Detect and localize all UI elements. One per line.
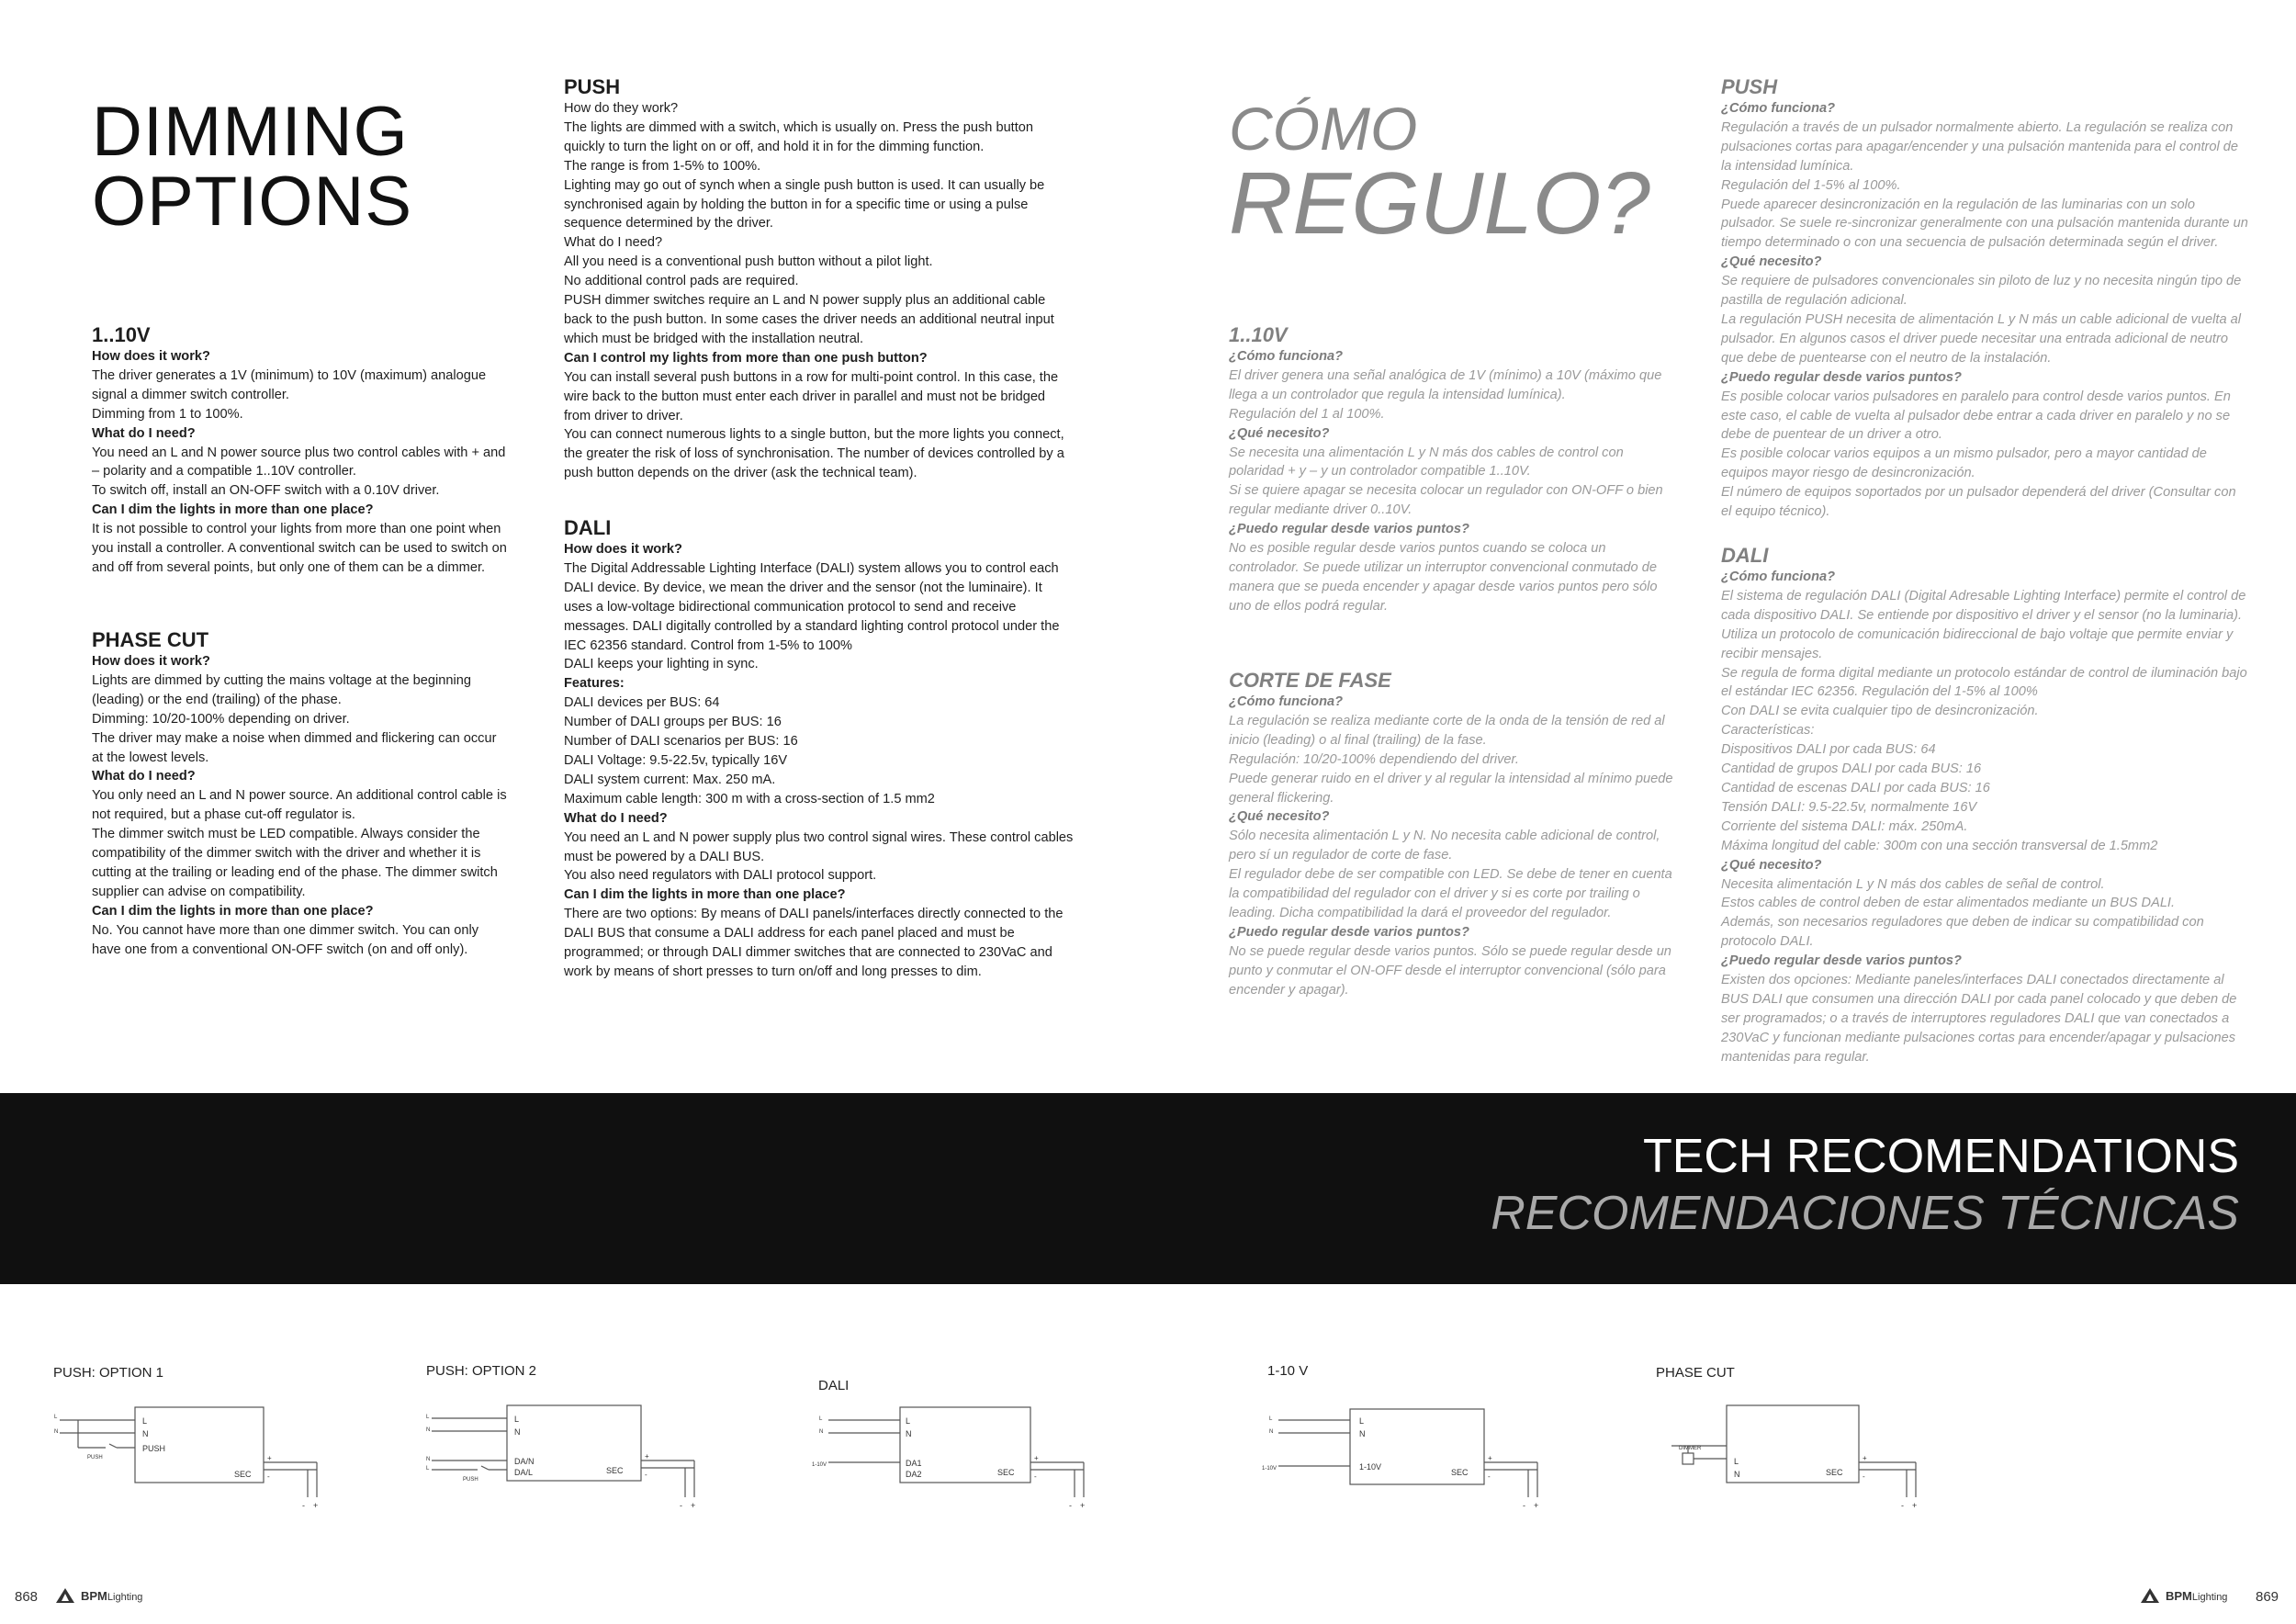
input-l: L (906, 1416, 911, 1426)
push-note: PUSH (87, 1455, 103, 1460)
body-line: Puede aparecer desincronización en la regulación de las luminarias con un solo pulsador. Se suele re-sincronizar generalmente con una pulsación mantenida durante un tiempo determinado o con una secuencia de pulsación determinada según el driver. (1721, 197, 2248, 251)
section-body (1721, 99, 2249, 522)
section-heading: DALI (564, 516, 612, 539)
tech-recommendations-banner (0, 1093, 2296, 1284)
body-line: Dimming: 10/20-100% depending on driver. (92, 711, 350, 727)
title-line-2: OPTIONS (92, 163, 413, 241)
side-1-10v: 1-10V (812, 1462, 827, 1468)
body-line: No additional control pads are required. (564, 274, 799, 289)
question-line: What do I need? (564, 810, 668, 826)
svg-text:-: - (302, 1501, 305, 1510)
section-body (1229, 347, 1679, 616)
page-title-es (1229, 95, 1650, 253)
section-phase-cut-es (1229, 669, 1679, 1000)
svg-text:-: - (1488, 1472, 1491, 1481)
title-line-1: DIMMING (92, 93, 409, 171)
body-line: To switch off, install an ON-OFF switch with a 0.10V driver. (92, 483, 440, 499)
brand-triangle-icon (55, 1587, 75, 1604)
svg-text:+: + (1912, 1501, 1918, 1510)
body-line: Se requiere de pulsadores convencionales sin piloto de luz y no necesita ningún tipo de pastilla de regulación adicional. (1721, 274, 2242, 309)
body-line: What do I need? (564, 235, 663, 251)
input-l: L (514, 1415, 520, 1424)
section-heading: CORTE DE FASE (1229, 669, 1391, 692)
wiring-diagram-1-10v (1258, 1396, 1561, 1516)
brand-name: BPM (81, 1588, 107, 1603)
input-n: N (1734, 1470, 1740, 1479)
svg-text:+: + (645, 1452, 649, 1460)
body-line: You need an L and N power source plus two control cables with + and – polarity and a compatible 1..10V controller. (92, 445, 506, 479)
svg-text:-: - (1523, 1501, 1525, 1510)
question-line: ¿Qué necesito? (1229, 809, 1330, 825)
body-line: You only need an L and N power source. An additional control cable is not required, but a phase cut-off regulator is. (92, 788, 507, 823)
body-line: Regulación: 10/20-100% dependiendo del driver. (1229, 751, 1519, 767)
input-l: L (142, 1416, 148, 1426)
body-line: Sólo necesita alimentación L y N. No necesita cable adicional de control, pero sí un regulador de corte de fase. (1229, 829, 1660, 863)
question-line: Can I control my lights from more than one push button? (564, 350, 928, 366)
body-line: Características: (1721, 723, 1815, 739)
body-line: No se puede regular desde varios puntos. Sólo se puede regular desde un punto y conmutar el ON-OFF desde el interruptor convencional (sólo para encender y apagar). (1229, 943, 1671, 998)
section-dali-es (1721, 544, 2249, 1067)
input-n: N (142, 1429, 149, 1438)
body-line: The Digital Addressable Lighting Interface (DALI) system allows you to control each DALI device. By device, we mean the driver and the sensor (not the luminaire). It uses a low-voltage bidirectional communication protocol to send and receive messages. DALI digitally controlled by a standard lighting control protocol under the IEC 62356 standard. Control from 1-5% to 100% (564, 560, 1060, 653)
input-da-n: DA/N (514, 1457, 535, 1466)
question-line: ¿Cómo funciona? (1721, 570, 1836, 584)
side-n: N (426, 1427, 431, 1433)
body-line: DALI devices per BUS: 64 (564, 695, 720, 711)
section-body (564, 540, 1074, 982)
question-line: ¿Cómo funciona? (1229, 694, 1344, 709)
section-body (92, 652, 510, 960)
body-line: Máxima longitud del cable: 300m con una sección transversal de 1.5mm2 (1721, 838, 2158, 853)
body-line: How do they work? (564, 101, 679, 116)
dimmer-label: DIMMER (1679, 1446, 1702, 1451)
body-line: No. You cannot have more than one dimmer switch. You can only have one from a conventional ON-OFF switch (on and off only). (92, 922, 479, 957)
side-1-10v: 1-10V (1262, 1466, 1277, 1472)
output-sec: SEC (234, 1470, 252, 1479)
body-line: Corriente del sistema DALI: máx. 250mA. (1721, 818, 1968, 834)
input-da-l: DA/L (514, 1468, 534, 1477)
title-es-line-2: REGULO? (1229, 154, 1650, 253)
question-line: ¿Cómo funciona? (1721, 101, 1836, 116)
section-push-es (1721, 75, 2249, 522)
brand-logo-left (55, 1587, 142, 1604)
brand-name: BPM (2166, 1588, 2192, 1603)
section-push-en (564, 75, 1074, 483)
page-title-en (92, 93, 413, 241)
side-l: L (819, 1416, 823, 1422)
page-number-right: 869 (2256, 1589, 2279, 1605)
svg-text:+: + (1034, 1454, 1039, 1462)
question-line: Can I dim the lights in more than one place? (92, 903, 374, 919)
wiring-diagram-push-option-1 (51, 1396, 354, 1516)
svg-text:-: - (1863, 1472, 1865, 1481)
body-line: Cantidad de grupos DALI por cada BUS: 16 (1721, 761, 1982, 777)
page-number-left: 868 (15, 1589, 39, 1605)
question-line: What do I need? (92, 425, 196, 441)
body-line: PUSH dimmer switches require an L and N power supply plus an additional cable back to the push button. In some cases the driver needs an additional neutral input which must be bridged with the installation neutral. (564, 293, 1054, 346)
svg-text:+: + (1863, 1454, 1867, 1462)
question-line: ¿Puedo regular desde varios puntos? (1721, 369, 1962, 385)
diagram-label-push-option-2: PUSH: OPTION 2 (426, 1363, 537, 1379)
wiring-diagram-dali (808, 1396, 1111, 1516)
input-da2: DA2 (906, 1470, 922, 1479)
body-line: Lighting may go out of synch when a single push button is used. It can usually be synchronised again by holding the button in for a specific time or using a pulse sequence determined by the driver. (564, 177, 1045, 231)
body-line: The range is from 1-5% to 100%. (564, 158, 761, 174)
question-line: What do I need? (92, 769, 196, 784)
side-l: L (54, 1415, 58, 1420)
diagram-label-phase-cut: PHASE CUT (1656, 1365, 1735, 1381)
section-heading: PUSH (564, 75, 621, 98)
body-line: Regulación del 1-5% al 100%. (1721, 177, 1901, 193)
input-l: L (1734, 1457, 1739, 1466)
section-body (92, 347, 510, 578)
body-line: Lights are dimmed by cutting the mains voltage at the beginning (leading) or the end (trailing) of the phase. (92, 672, 471, 707)
diagram-label-push-option-1: PUSH: OPTION 1 (53, 1365, 164, 1381)
body-line: Dimming from 1 to 100%. (92, 406, 243, 422)
body-line: Con DALI se evita cualquier tipo de desincronización. (1721, 704, 2039, 719)
svg-text:+: + (1488, 1454, 1492, 1462)
body-line: You need an L and N power supply plus two control signal wires. These control cables must be powered by a DALI BUS. (564, 829, 1074, 864)
body-line: Se necesita una alimentación L y N más dos cables de control con polaridad + y – y un controlador compatible 1..10V. (1229, 445, 1624, 479)
body-line: El regulador debe de ser compatible con LED. Se debe de tener en cuenta la compatibilidad del regulador con el driver y si es corte por trailing o leading. Dicha compatibilidad la dará el proveedor del regulador. (1229, 867, 1672, 920)
question-line: ¿Qué necesito? (1721, 254, 1822, 270)
svg-text:-: - (1901, 1501, 1904, 1510)
body-line: Number of DALI groups per BUS: 16 (564, 715, 782, 730)
body-line: No es posible regular desde varios puntos cuando se coloca un controlador. Se puede utilizar un interruptor convencional conmutado de manera que se pueda encender y apagar desde varios puntos pero sólo uno de ellos podrá regular. (1229, 541, 1658, 614)
input-da1: DA1 (906, 1459, 922, 1468)
output-sec: SEC (1451, 1468, 1469, 1477)
body-line: The driver generates a 1V (minimum) to 10V (maximum) analogue signal a dimmer switch controller. (92, 367, 487, 402)
side-n-2: N (426, 1457, 431, 1462)
question-line: Can I dim the lights in more than one place? (564, 887, 846, 903)
wiring-diagram-phase-cut (1653, 1396, 1956, 1516)
body-line: Number of DALI scenarios per BUS: 16 (564, 734, 798, 750)
input-n: N (1359, 1429, 1366, 1438)
input-n: N (514, 1427, 521, 1437)
wiring-diagram-push-option-2 (422, 1396, 726, 1516)
body-line: The lights are dimmed with a switch, which is usually on. Press the push button quickly to turn the light on or off, and hold it in for the dimming function. (564, 119, 1034, 154)
section-heading: PHASE CUT (92, 628, 209, 651)
input-n: N (906, 1429, 912, 1438)
push-note: PUSH (463, 1477, 478, 1483)
question-line: ¿Puedo regular desde varios puntos? (1229, 924, 1469, 940)
body-line: Puede generar ruido en el driver y al regular la intensidad al mínimo puede general flickering. (1229, 771, 1673, 806)
body-line: DALI Voltage: 9.5-22.5v, typically 16V (564, 752, 788, 768)
body-line: Existen dos opciones: Mediante paneles/interfaces DALI conectados directamente al BUS DALI que consumen una dirección DALI por cada panel colocado y que deben de ser programados; o a través de interruptores reguladores DALI que van conectados a 230VaC y funcionan mediante pulsaciones cortas para encender/apagar y pulsaciones mantenidas para regular. (1721, 973, 2237, 1065)
section-heading: PUSH (1721, 75, 1778, 98)
side-n: N (54, 1429, 59, 1435)
section-body (1721, 568, 2249, 1067)
svg-text:+: + (267, 1454, 272, 1462)
body-line: DALI system current: Max. 250 mA. (564, 772, 776, 787)
output-sec: SEC (1826, 1468, 1843, 1477)
section-body (564, 99, 1074, 483)
input-push: PUSH (142, 1444, 166, 1453)
side-n: N (1269, 1429, 1274, 1435)
side-l: L (1269, 1416, 1273, 1422)
question-line: How does it work? (92, 654, 210, 669)
body-line: La regulación PUSH necesita de alimentación L y N más un cable adicional de vuelta al pulsador. En algunos casos el driver puede necesitar una entrada adicional de neutro que debe de puentearse con el neutro de la instalación. (1721, 311, 2241, 366)
brand-sub: Lighting (2191, 1591, 2228, 1603)
side-l: L (426, 1415, 430, 1420)
svg-text:+: + (313, 1501, 319, 1510)
body-line: El sistema de regulación DALI (Digital Adresable Lighting Interface) permite el control de cada dispositivo DALI. Se entiende por dispositivo el driver y el sensor (no la luminaria). Utiliza un protocolo de comunicación bidireccional de bajo voltaje que permite enviar y recibir mensajes. (1721, 588, 2246, 661)
side-l-2: L (426, 1466, 430, 1472)
question-line: ¿Puedo regular desde varios puntos? (1721, 953, 1962, 969)
body-line: Estos cables de control deben de estar alimentados mediante un BUS DALI. (1721, 896, 2176, 911)
question-line: Features: (564, 676, 625, 692)
body-line: Necesita alimentación L y N más dos cables de señal de control. (1721, 876, 2105, 892)
section-1-10v-es (1229, 323, 1679, 616)
body-line: Se regula de forma digital mediante un protocolo estándar de control de iluminación bajo el estándar IEC 62356. Regulación del 1-5% al 100% (1721, 665, 2247, 700)
section-1-10v-en (92, 323, 510, 578)
question-line: ¿Qué necesito? (1229, 425, 1330, 441)
body-line: All you need is a conventional push button without a pilot light. (564, 254, 933, 270)
input-1-10v: 1-10V (1359, 1462, 1382, 1472)
section-heading: 1..10V (92, 323, 151, 346)
svg-text:+: + (1534, 1501, 1539, 1510)
body-line: The dimmer switch must be LED compatible. Always consider the compatibility of the dimmer switch with the driver and whether it is cutting at the trailing or leading end of the phase. The dimmer switch supplier can advise on compatibility. (92, 827, 498, 899)
banner-title-es: RECOMENDACIONES TÉCNICAS (1491, 1187, 2239, 1240)
body-line: DALI keeps your lighting in sync. (564, 657, 759, 672)
body-line: Cantidad de escenas DALI por cada BUS: 16 (1721, 780, 1990, 795)
body-line: It is not possible to control your lights from more than one point when you install a controller. A conventional switch can be used to switch on and off from several points, but only one of them can be a dimmer. (92, 522, 507, 575)
brand-sub: Lighting (107, 1591, 143, 1603)
body-line: Es posible colocar varios pulsadores en paralelo para control desde varios puntos. En este caso, el cable de vuelta al pulsador debe entrar a cada driver en paralelo y no se debe de puentear de un driver a otro. (1721, 389, 2231, 443)
svg-text:-: - (1034, 1472, 1037, 1481)
body-line: Dispositivos DALI por cada BUS: 64 (1721, 742, 1936, 758)
svg-text:-: - (645, 1471, 647, 1479)
body-line: The driver may make a noise when dimmed and flickering can occur at the lowest levels. (92, 730, 497, 765)
section-heading: DALI (1721, 544, 1769, 567)
body-line: Regulación a través de un pulsador normalmente abierto. La regulación se realiza con pulsaciones cortas para apagar/encender y una pulsación mantenida para el control de la intensidad lumínica. (1721, 119, 2239, 174)
brand-triangle-icon (2140, 1587, 2160, 1604)
svg-text:-: - (680, 1501, 682, 1510)
body-line: You also need regulators with DALI protocol support. (564, 868, 877, 884)
body-line: Además, son necesarios reguladores que deben de indicar su compatibilidad con protocolo DALI. (1721, 915, 2204, 950)
body-line: El driver genera una señal analógica de 1V (mínimo) a 10V (máximo que llega a un controlador que regula la intensidad lumínica). (1229, 367, 1662, 402)
brand-logo-right (2140, 1587, 2227, 1604)
body-line: La regulación se realiza mediante corte de la onda de la tensión de red al inicio (leading) o al final (trailing) de la fase. (1229, 713, 1665, 748)
diagram-label-dali: DALI (818, 1378, 850, 1393)
body-line: Tensión DALI: 9.5-22.5v, normalmente 16V (1721, 799, 1977, 815)
side-n: N (819, 1429, 824, 1435)
title-es-line-1: CÓMO (1229, 95, 1418, 163)
question-line: ¿Puedo regular desde varios puntos? (1229, 522, 1469, 537)
svg-text:-: - (267, 1472, 270, 1481)
question-line: ¿Cómo funciona? (1229, 349, 1344, 364)
svg-text:+: + (1080, 1501, 1086, 1510)
output-sec: SEC (997, 1468, 1015, 1477)
body-line: Maximum cable length: 300 m with a cross-section of 1.5 mm2 (564, 791, 935, 806)
svg-text:+: + (691, 1501, 696, 1510)
body-line: El número de equipos soportados por un pulsador dependerá del driver (Consultar con el equipo técnico). (1721, 485, 2236, 520)
banner-title-en: TECH RECOMENDATIONS (1642, 1130, 2239, 1183)
section-body (1229, 693, 1679, 1000)
body-line: You can install several push buttons in a row for multi-point control. In this case, the wire back to the button must enter each driver in parallel and must not be bridged from driver to driver. (564, 369, 1059, 423)
section-dali-en (564, 516, 1074, 982)
body-line: You can connect numerous lights to a single button, but the more lights you connect, the greater the risk of loss of synchronisation. The number of devices controlled by a push button depends on the driver (ask the technical team). (564, 427, 1064, 481)
diagram-label-1-10v: 1-10 V (1267, 1363, 1309, 1379)
body-line: There are two options: By means of DALI panels/interfaces directly connected to the DALI BUS that consume a DALI address for each panel placed and must be programmed; or through DALI dimmer switches that are connected to 230VaC and work by means of short presses to turn on/off and long presses to dim. (564, 907, 1064, 979)
question-line: ¿Qué necesito? (1721, 857, 1822, 873)
section-heading: 1..10V (1229, 323, 1288, 346)
question-line: Can I dim the lights in more than one place? (92, 502, 374, 518)
input-l: L (1359, 1416, 1365, 1426)
section-phase-cut-en (92, 628, 510, 960)
svg-text:-: - (1069, 1501, 1072, 1510)
body-line: Regulación del 1 al 100%. (1229, 406, 1385, 422)
body-line: Si se quiere apagar se necesita colocar un regulador con ON-OFF o bien regular mediante driver 0..10V. (1229, 483, 1663, 518)
output-sec: SEC (606, 1466, 624, 1475)
question-line: How does it work? (92, 349, 210, 364)
body-line: Es posible colocar varios equipos a un mismo pulsador, pero a mayor cantidad de equipos mayor riesgo de desincronización. (1721, 446, 2207, 481)
question-line: How does it work? (564, 542, 682, 557)
